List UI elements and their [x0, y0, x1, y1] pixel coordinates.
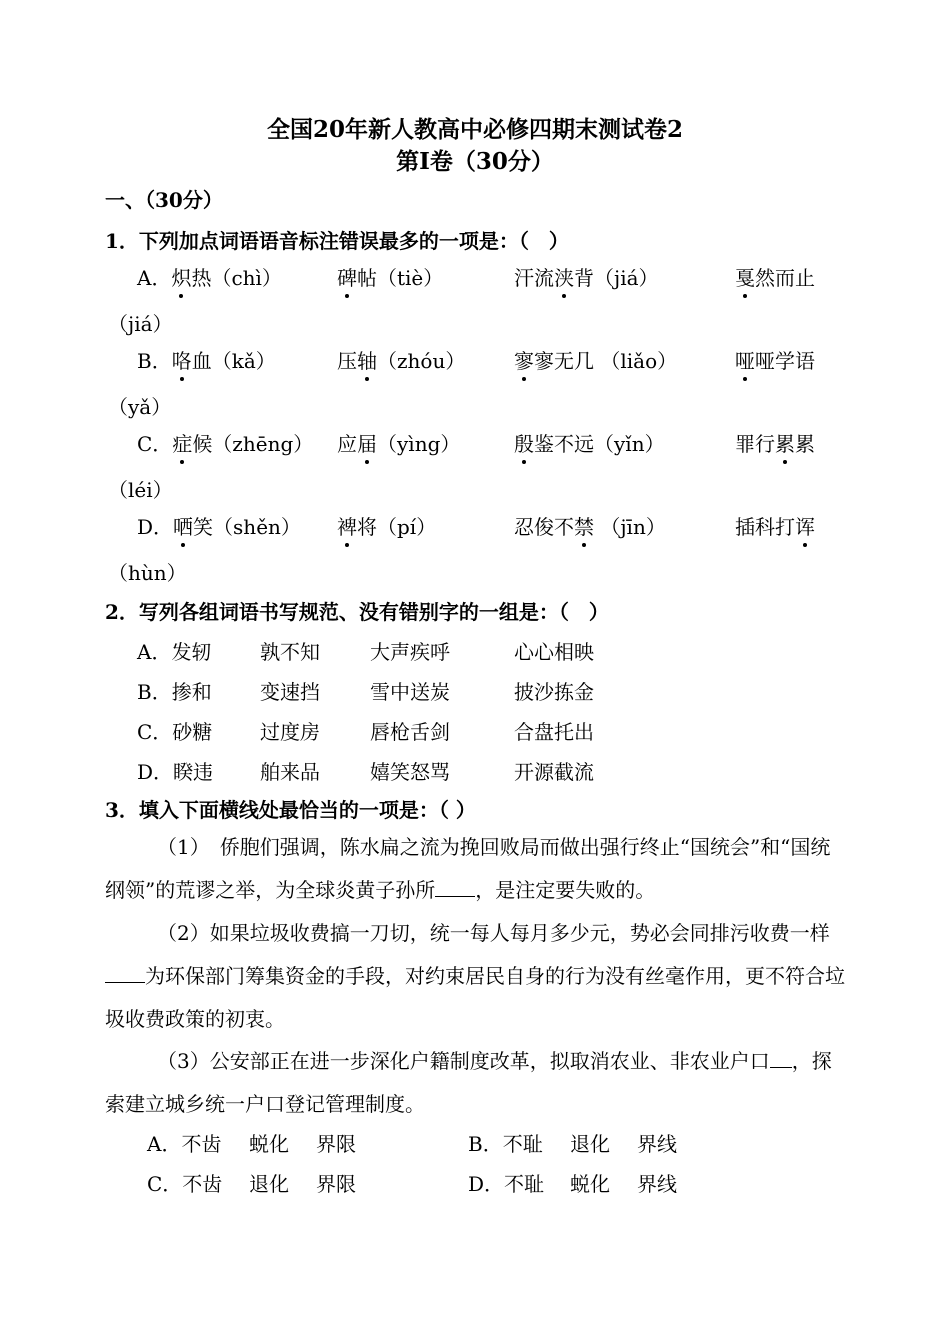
- q2-option-c-word-4: 合盘托出: [514, 720, 594, 744]
- q1-stem: 1．下列加点词语语音标注错误最多的一项是：（ ）: [105, 229, 569, 253]
- q1-a-option-2: 碑帖（tiè）: [337, 262, 443, 291]
- q3-option-b-word-2: 退化: [570, 1132, 610, 1156]
- q3-passage-1: （1） 侨胞们强调，陈水扁之流为挽回败局而做出强行终止“国统会”和“国统纲领”的荒谬之举，为全球炎黄子孙所 ，是注定要失败的。: [105, 835, 831, 902]
- page-title: 全国20年新人教高中必修四期末测试卷2: [266, 116, 683, 143]
- q2-stem: 2．写列各组词语书写规范、没有错别字的一组是：（ ）: [105, 600, 609, 624]
- q2-option-c-word-1: C．砂糖: [137, 720, 213, 744]
- q2-option-c-word-2: 过度房: [260, 720, 320, 744]
- page-subtitle: 第Ⅰ卷（30分）: [396, 148, 554, 175]
- q3-option-c-word-3: 界限: [316, 1172, 356, 1196]
- q2-option-b-word-4: 披沙拣金: [514, 680, 594, 704]
- q2-option-b-word-2: 变速挡: [260, 680, 320, 704]
- q3-option-d-word-2: 蜕化: [570, 1172, 610, 1196]
- q1-a-option-4: 戛然而止: [735, 262, 815, 291]
- q2-option-c-word-3: 唇枪舌剑: [370, 720, 450, 744]
- q1-c-option-3: 殷鉴不远（yǐn）: [514, 428, 665, 457]
- fill-blank-3: [770, 1049, 792, 1068]
- q2-option-a-word-4: 心心相映: [514, 640, 594, 664]
- q1-d-option-1: D．哂笑（shěn）: [137, 511, 301, 540]
- q1-d-wrap: （hùn）: [108, 561, 187, 585]
- q3-option-b-word-1: B．不耻: [468, 1132, 543, 1156]
- q1-d-option-3: 忍俊不禁 （jīn）: [514, 511, 666, 540]
- q1-a-option-3: 汗流浃背（jiá）: [514, 262, 659, 291]
- q1-c-option-4: 罪行累累: [735, 428, 815, 457]
- q1-d-option-2: 裨将（pí）: [337, 511, 436, 540]
- q1-b-option-3: 寥寥无几 （liǎo）: [514, 345, 677, 374]
- q3-stem: 3．填入下面横线处最恰当的一项是：（ ）: [105, 798, 476, 822]
- q3-option-c-word-1: C．不齿: [147, 1172, 223, 1196]
- q3-option-d-word-1: D．不耻: [468, 1172, 545, 1196]
- q2-option-d-word-1: D．睽违: [137, 760, 214, 784]
- q2-option-b-word-3: 雪中送炭: [370, 680, 450, 704]
- q2-option-a-word-1: A．发轫: [137, 640, 212, 664]
- q1-a-option-1: A．炽热（chì）: [137, 262, 282, 291]
- q1-b-option-1: B．咯血（kǎ）: [137, 345, 276, 374]
- q3-option-a-word-2: 蜕化: [249, 1132, 289, 1156]
- q2-option-a-word-2: 孰不知: [260, 640, 320, 664]
- q3-passage-3: （3）公安部正在进一步深化户籍制度改革，拟取消农业、非农业户口 ，探索建立城乡统一户口登记管理制度。: [105, 1049, 832, 1116]
- q2-option-d-word-3: 嬉笑怒骂: [370, 760, 450, 784]
- q2-option-a-word-3: 大声疾呼: [370, 640, 450, 664]
- q3-option-a-word-1: A．不齿: [147, 1132, 222, 1156]
- q1-b-option-2: 压轴（zhóu）: [337, 345, 465, 374]
- q1-c-option-2: 应届（yìng）: [337, 428, 460, 457]
- q1-a-wrap: （jiá）: [108, 312, 173, 336]
- q2-option-b-word-1: B．掺和: [137, 680, 212, 704]
- q1-c-option-1: C．症候（zhēng）: [137, 428, 313, 457]
- q1-c-wrap: （léi）: [108, 478, 173, 502]
- q3-option-c-word-2: 退化: [249, 1172, 289, 1196]
- q1-b-option-4: 哑哑学语: [735, 345, 815, 374]
- section-heading: 一、（30分）: [105, 188, 223, 212]
- q3-passage-2: （2）如果垃圾收费搞一刀切，统一每人每月多少元，势必会同排污收费一样为环保部门筹集资金的手段，对约束居民自身的行为没有丝毫作用，更不符合垃圾收费政策的初衷。: [105, 921, 845, 1031]
- q2-option-d-word-4: 开源截流: [514, 760, 594, 784]
- q3-option-b-word-3: 界线: [637, 1132, 677, 1156]
- q1-b-wrap: （yǎ）: [108, 395, 172, 419]
- fill-blank-1: [435, 878, 475, 897]
- fill-blank-2: [105, 964, 145, 983]
- q3-option-d-word-3: 界线: [637, 1172, 677, 1196]
- q1-d-option-4: 插科打诨: [735, 511, 815, 540]
- q2-option-d-word-2: 舶来品: [260, 760, 320, 784]
- q3-option-a-word-3: 界限: [316, 1132, 356, 1156]
